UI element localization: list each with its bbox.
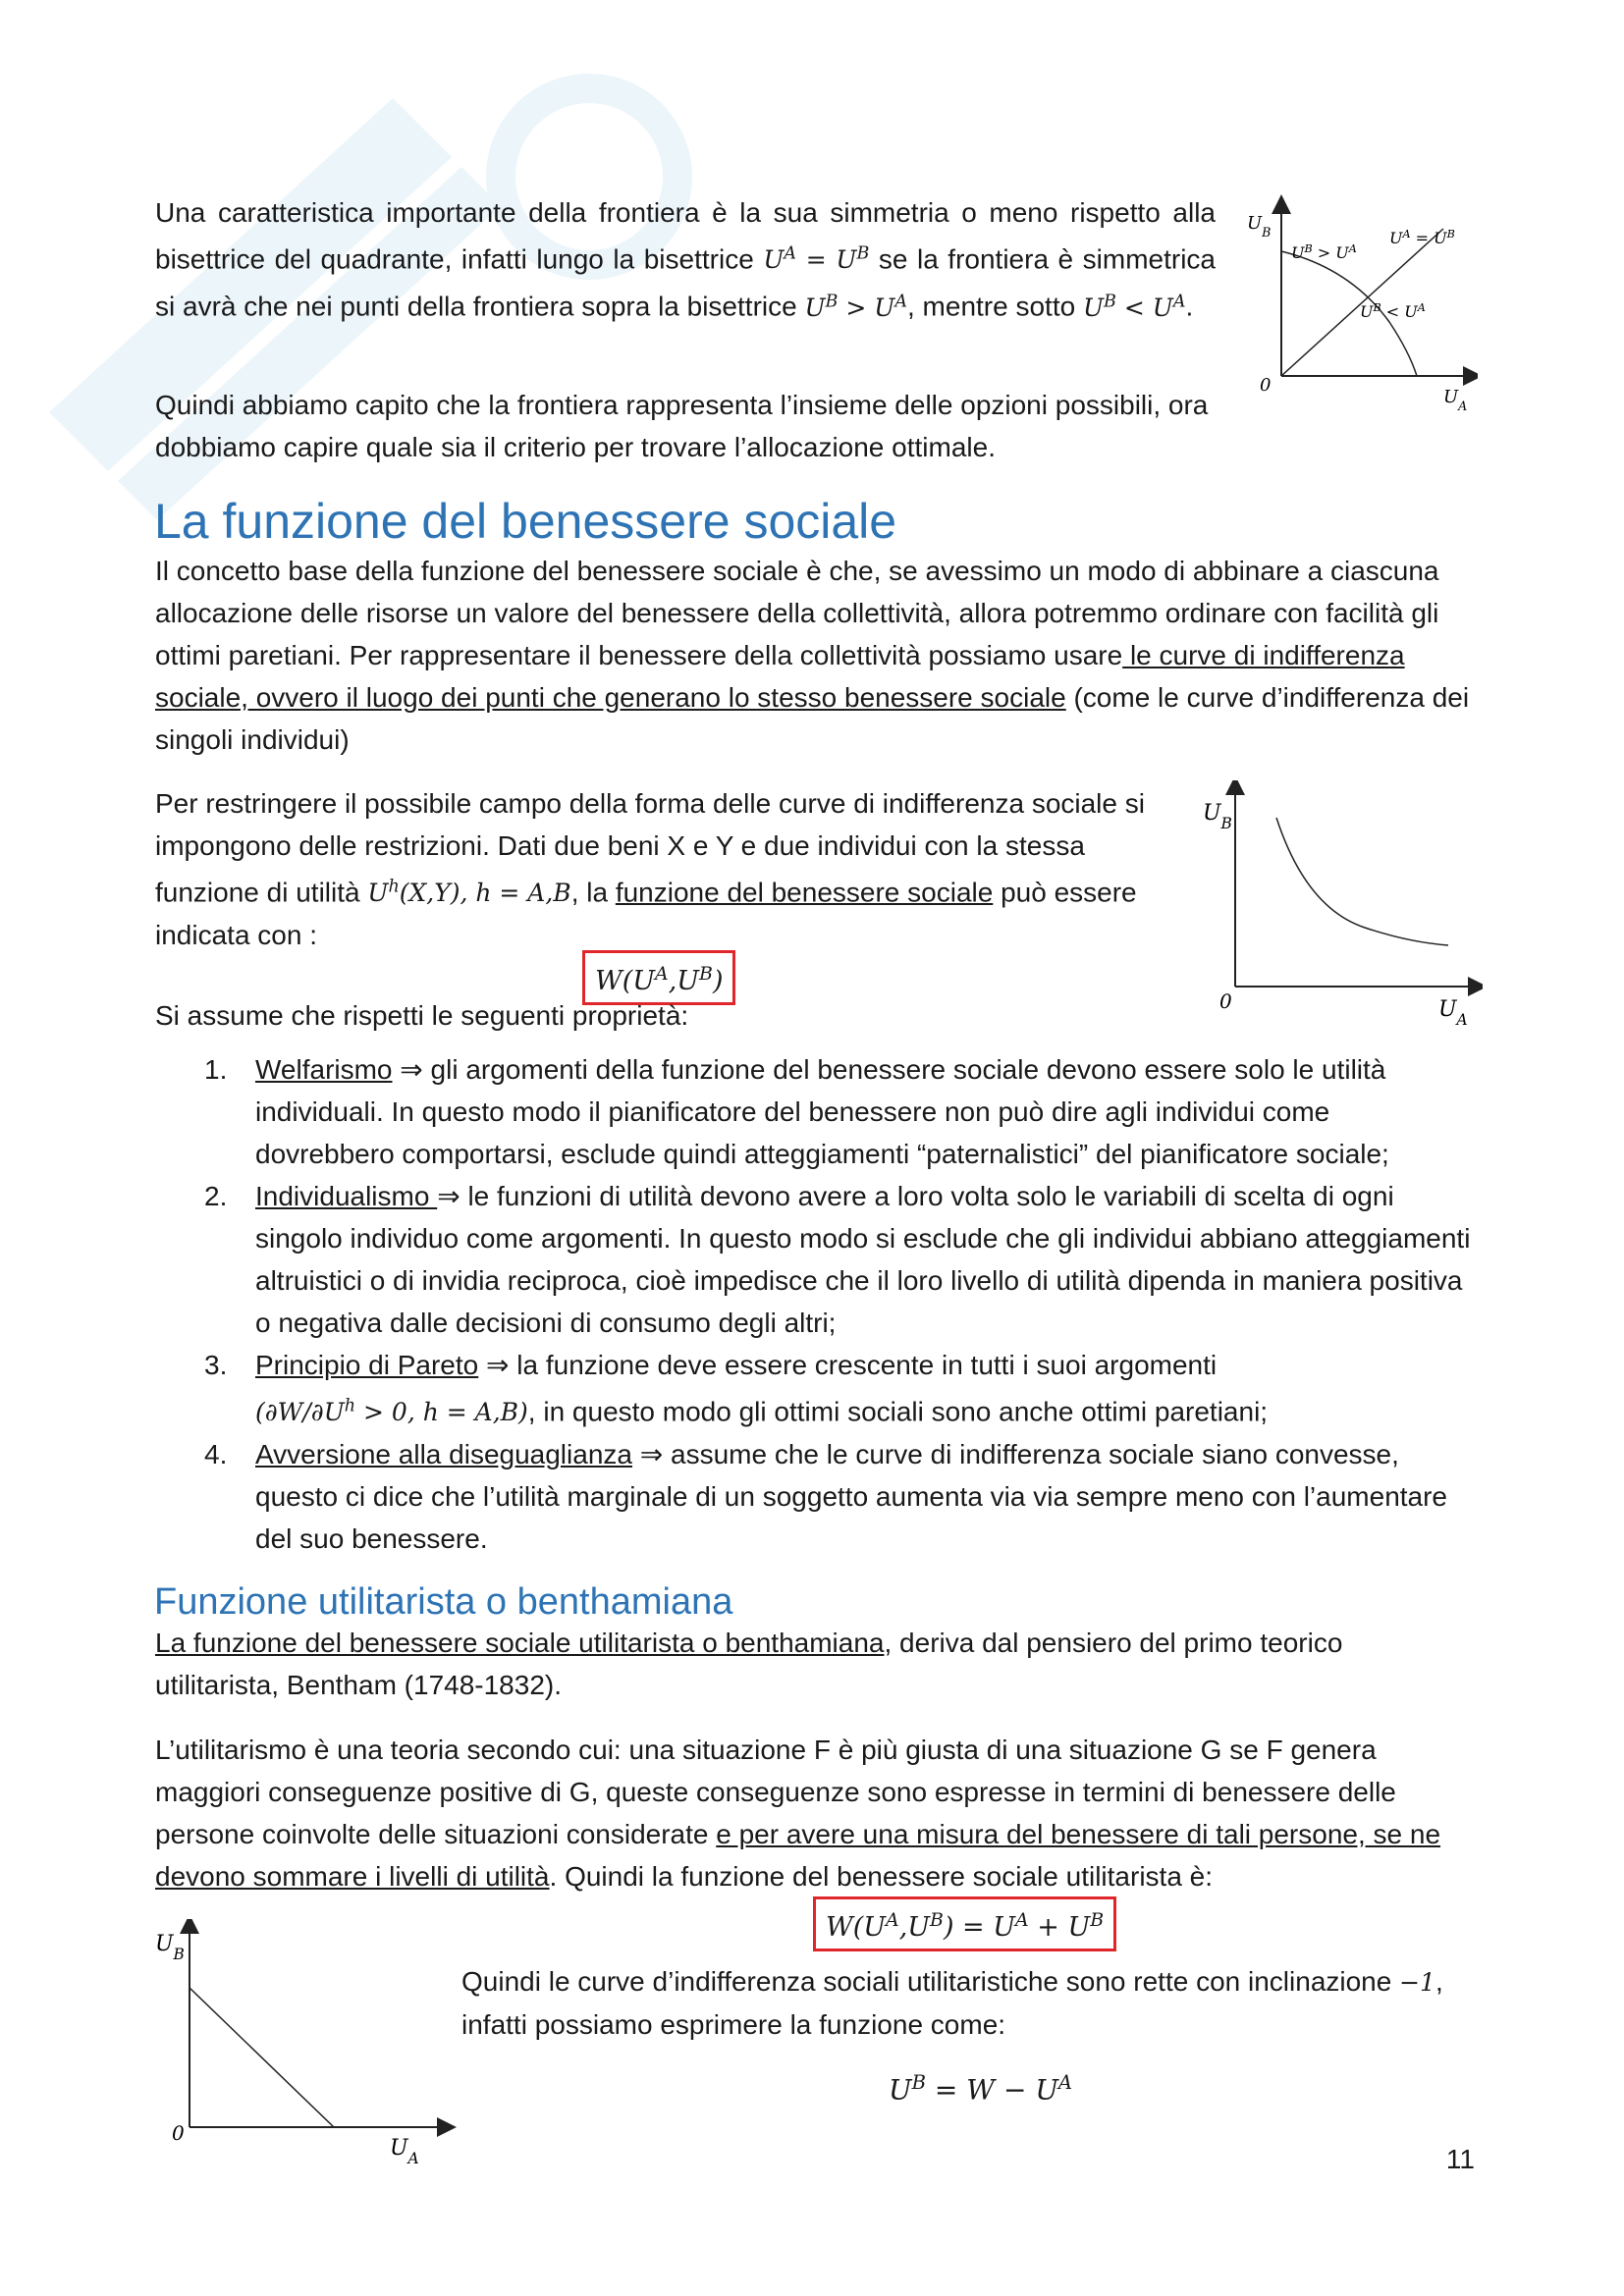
social-indifference-curve-figure — [1198, 780, 1483, 1026]
list-item: 1. Welfarismo ⇒ gli argomenti della funzione del benessere sociale devono essere solo le utilità individuali. In questo modo il pianificatore del benessere non può dire agli individui come dovrebbero comportarsi, esclude quindi atteggiamenti “paternalistici” del pianificatore sociale; — [204, 1054, 1389, 1169]
frontier-summary-paragraph: Quindi abbiamo capito che la frontiera rappresenta l’insieme delle opzioni possibili, ora dobbiamo capire quale sia il criterio per trovare l’allocazione ottimale. — [155, 390, 1209, 462]
utilitarian-slope-paragraph: Quindi le curve d’indifferenza sociali utilitaristiche sono rette con inclinazione −1, infatti possiamo esprimere la funzione come: — [461, 1966, 1443, 2040]
frontier-symmetry-figure — [1242, 194, 1478, 410]
utilitarian-indifference-figure — [152, 1919, 486, 2164]
utilitarian-formula-box: $W(U^A,U^B) = U^A + U^B$ — [813, 1896, 1116, 1951]
y-axis-label: $U_B$ — [1203, 801, 1232, 832]
utilitarian-equation: $U^B = W - U^A$ — [889, 2071, 1073, 2107]
indifference-line — [189, 1988, 334, 2127]
list-item: 2. Individualismo ⇒ le funzioni di utilità devono avere a loro volta solo le variabili di scelta di ogni singolo individuo come argomenti. In questo modo si esclude che gli individui abbiano atteggiamenti altruistici o di invidia reciproca, cioè impedisce che il loro livello di utilità dipenda in maniera positiva o negativa dalle decisioni di consumo degli altri; — [204, 1181, 1471, 1338]
y-axis-label: $U_B$ — [1247, 213, 1272, 240]
region-below-label: $U^B < U^A$ — [1360, 300, 1426, 321]
section-title-utilitarian-function: Funzione utilitarista o benthamiana — [154, 1581, 733, 1623]
restrictions-paragraph: Per restringere il possibile campo della forma delle curve di indifferenza sociale si impongono delle restrizioni. Dati due beni X e Y e due individui con la stessa funzione di utilità $U^h(X,Y)$, h = A,B, la funzione del benessere sociale può essere indicata con : — [155, 788, 1145, 951]
list-item: 3. Principio di Pareto ⇒ la funzione deve essere crescente in tutti i suoi argomenti ($\partial W/\partial U^h > 0$, h = A,B), in questo modo gli ottimi sociali sono anche ottimi paretiani; — [204, 1350, 1269, 1427]
x-axis-label: $U_A$ — [1443, 387, 1468, 410]
bisector-label: $U^A = U^B$ — [1389, 227, 1455, 247]
page-number: 11 — [1445, 2144, 1475, 2174]
origin-label: 0 — [1219, 989, 1232, 1013]
welfare-function-formula-box: $W(U^A,U^B)$ — [582, 950, 735, 1005]
utilitarian-intro-paragraph: La funzione del benessere sociale utilitarista o benthamiana, deriva dal pensiero del primo teorico utilitarista, Bentham (1748-1832). — [155, 1628, 1343, 1700]
origin-label: 0 — [1260, 375, 1272, 396]
section-title-welfare-function: La funzione del benessere sociale — [154, 494, 897, 549]
frontier-symmetry-paragraph: Una caratteristica importante della frontiera è la sua simmetria o meno rispetto alla bisettrice del quadrante, infatti lungo la bisettrice $U^A = U^B$ se la frontiera è simmetrica si avrà che nei punti della frontiera sopra la bisettrice $U^B > U^A$, mentre sotto $U^B < U^A$. — [155, 197, 1216, 322]
x-axis-label: $U_A$ — [1438, 997, 1468, 1026]
indifference-curve — [1276, 818, 1448, 945]
y-axis-label: $U_B$ — [155, 1932, 185, 1963]
list-item: 4. Avversione alla diseguaglianza ⇒ assume che le curve di indifferenza sociale siano convesse, questo ci dice che l’utilità marginale di un soggetto aumenta via via sempre meno con l’aumentare del suo benessere. — [204, 1439, 1448, 1555]
utilitarianism-definition-paragraph: L’utilitarismo è una teoria secondo cui: una situazione F è più giusta di una situazione G se F genera maggiori conseguenze positive di G, queste conseguenze sono espresse in termini di benessere delle persone coinvolte delle situazioni considerate e per avere una misura del benessere di tali persone, se ne devono sommare i livelli di utilità. Quindi la funzione del benessere sociale utilitarista è: — [155, 1735, 1441, 1892]
welfare-properties-list — [204, 1048, 1473, 1560]
welfare-function-intro-paragraph: Il concetto base della funzione del benessere sociale è che, se avessimo un modo di abbinare a ciascuna allocazione delle risorse un valore del benessere della collettività, allora potremmo ordinare con facilità gli ottimi paretiani. Per rappresentare il benessere della collettività possiamo usare le curve di indifferenza sociale, ovvero il luogo dei punti che generano lo stesso benessere sociale (come le curve d’indifferenza dei singoli individui) — [155, 556, 1470, 755]
x-axis-label: $U_A$ — [390, 2136, 419, 2164]
region-above-label: $U^B > U^A$ — [1291, 241, 1357, 262]
origin-label: 0 — [172, 2121, 185, 2145]
properties-intro: Si assume che rispetti le seguenti proprietà: — [155, 1000, 689, 1031]
